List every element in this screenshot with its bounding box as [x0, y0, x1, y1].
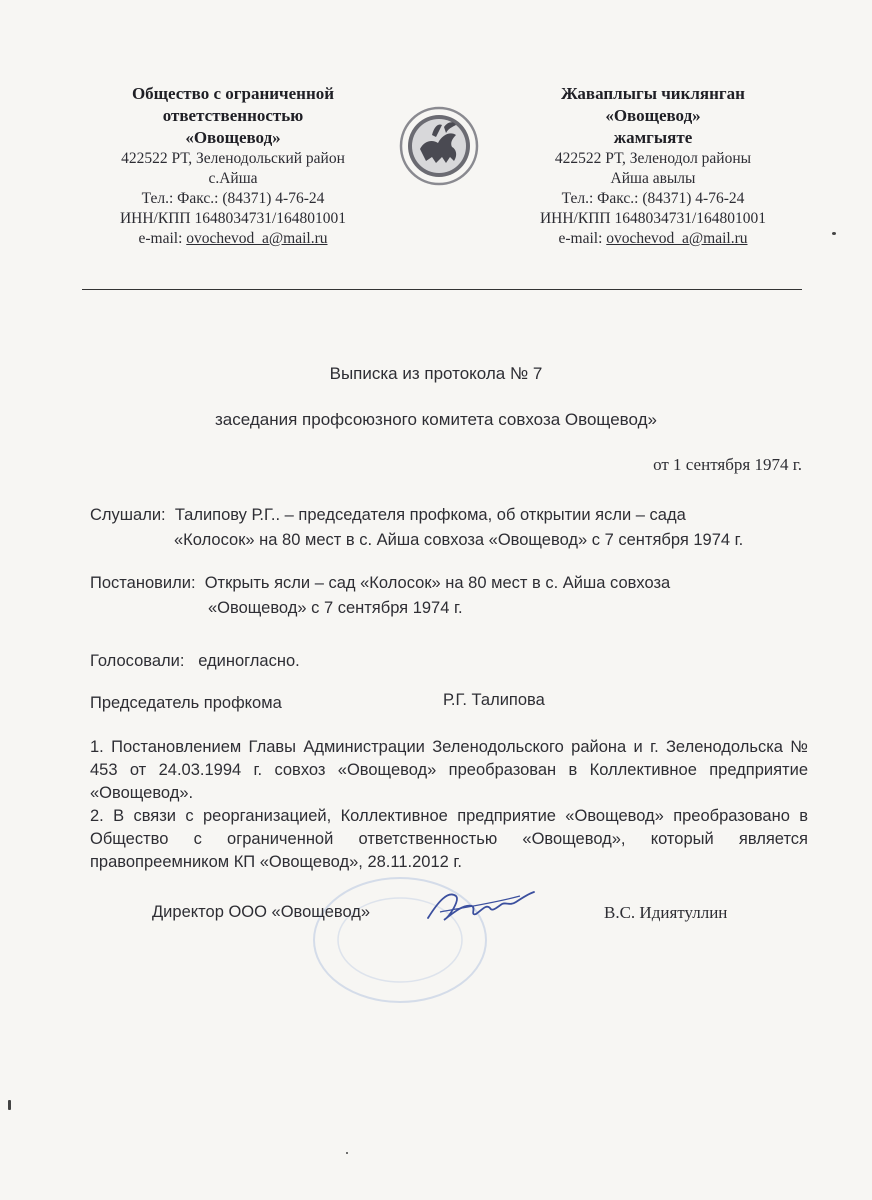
org-phone-tt: Тел.: Факс.: (84371) 4-76-24	[561, 190, 745, 207]
chair-name: Р.Г. Талипова	[443, 691, 545, 709]
org-name-line3: «Овощевод»	[185, 128, 281, 147]
org-address: 422522 РТ, Зеленодольский район	[121, 150, 345, 167]
director-signature	[420, 882, 540, 932]
notes-section	[90, 736, 808, 874]
scan-speck	[8, 1100, 11, 1110]
org-inn-tt: ИНН/КПП 1648034731/164801001	[539, 210, 767, 227]
org-address-tt: 422522 РТ, Зеленодол районы	[554, 150, 752, 167]
chair-label: Председатель профкома	[90, 694, 282, 712]
tatarstan-emblem-icon	[398, 105, 480, 187]
document-date: от 1 сентября 1974 г.	[653, 455, 802, 474]
heard-section	[90, 503, 810, 553]
org-inn: ИНН/КПП 1648034731/164801001	[119, 210, 347, 227]
decided-section	[90, 571, 810, 621]
org-locality: с.Айша	[208, 170, 258, 187]
header-divider	[82, 289, 802, 290]
scan-speck	[346, 1152, 348, 1154]
director-label: Директор ООО «Овощевод»	[152, 903, 371, 921]
voted-label: Голосовали:	[90, 652, 185, 670]
scan-speck	[832, 232, 836, 235]
document-subtitle: заседания профсоюзного комитета совхоза Овощевод»	[215, 410, 657, 429]
decided-line1: Открыть ясли – сад «Колосок» на 80 мест в с. Айша совхоза	[204, 574, 671, 592]
org-phone: Тел.: Факс.: (84371) 4-76-24	[141, 190, 325, 207]
org-name-line2: ответственностью	[162, 106, 304, 125]
org-name-tt-line3: жамгыяте	[613, 128, 693, 147]
org-email-line	[88, 229, 378, 249]
email-link[interactable]: ovochevod_a@mail.ru	[186, 230, 328, 247]
email-link-tt[interactable]: ovochevod_a@mail.ru	[606, 230, 748, 247]
email-label: e-mail:	[138, 230, 183, 247]
director-name: В.С. Идиятуллин	[604, 903, 728, 922]
decided-line2: «Овощевод» с 7 сентября 1974 г.	[208, 599, 463, 617]
org-email-line-tt	[508, 229, 798, 249]
heard-label: Слушали:	[90, 506, 166, 524]
voted-value: единогласно.	[198, 652, 300, 670]
email-label-tt: e-mail:	[558, 230, 603, 247]
org-name-tt-line1: Жаваплыгы чиклянган	[561, 84, 745, 103]
document-title: Выписка из протокола № 7	[329, 364, 543, 383]
voted-section	[90, 649, 300, 674]
org-name-tt-line2: «Овощевод»	[605, 106, 701, 125]
header-right	[508, 83, 798, 249]
org-locality-tt: Айша авылы	[610, 170, 696, 187]
decided-label: Постановили:	[90, 574, 196, 592]
org-name-line1: Общество с ограниченной	[131, 84, 335, 103]
heard-line2: «Колосок» на 80 мест в с. Айша совхоза «Овощевод» с 7 сентября 1974 г.	[174, 531, 744, 549]
header-left	[88, 83, 378, 249]
note-1: 1. Постановлением Главы Администрации Зеленодольского района и г. Зеленодольска № 453 от 24.03.1994 г. совхоз «Овощевод» преобразован в Коллективное предприятие «Овощевод».	[90, 738, 808, 802]
heard-line1: Талипову Р.Г.. – председателя профкома, об открытии ясли – сада	[174, 506, 686, 524]
note-2: 2. В связи с реорганизацией, Коллективное предприятие «Овощевод» преобразовано в Общество с ограниченной ответственностью «Овощевод», который является правопреемником КП «Овощевод», 28.11.2012 г.	[90, 807, 808, 871]
